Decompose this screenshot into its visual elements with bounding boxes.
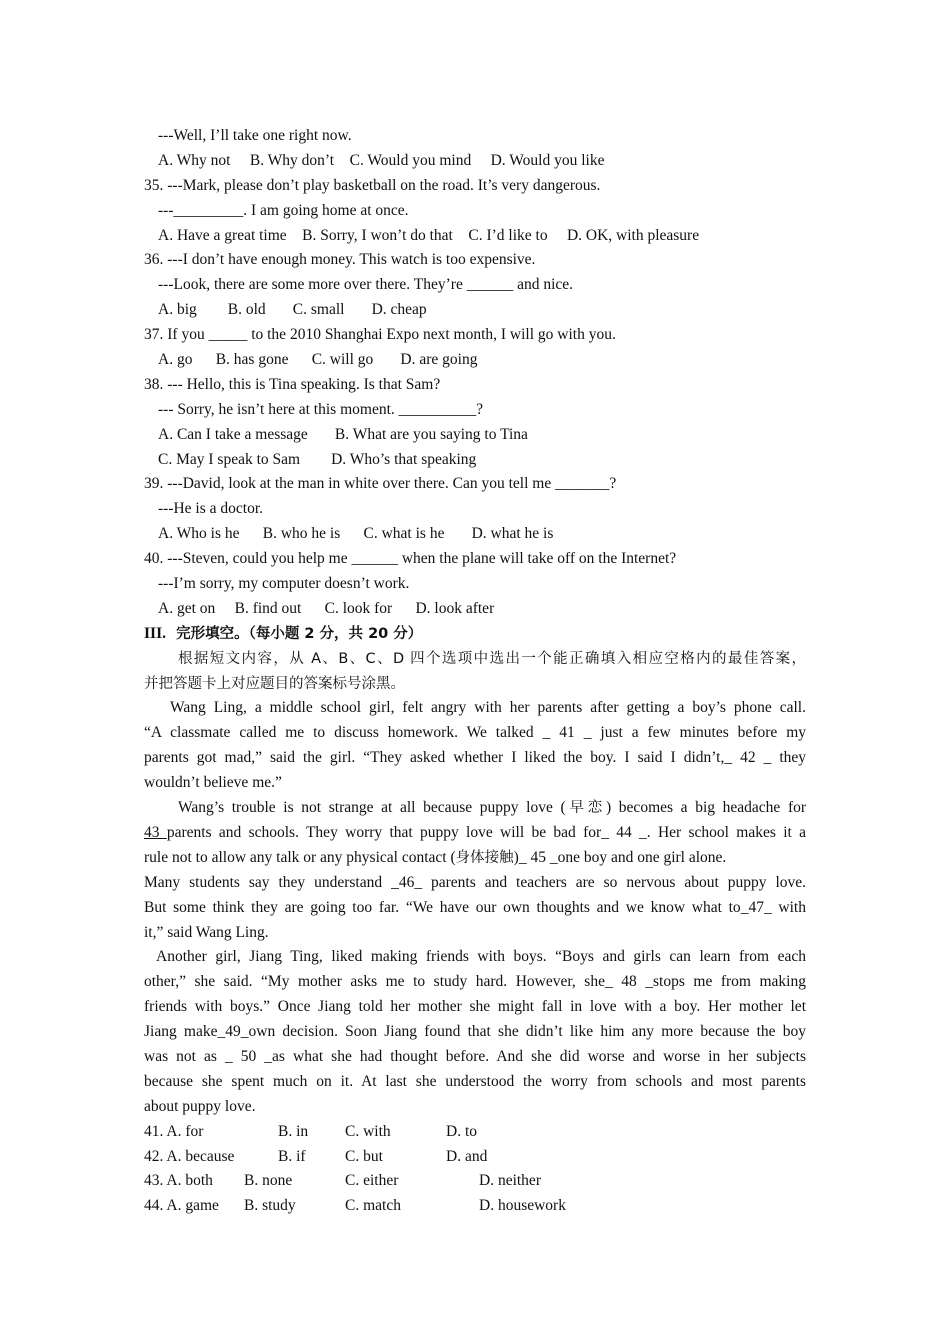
q34-options: A. Why not B. Why don’t C. Would you mind D. Would you like — [158, 151, 605, 169]
section-instruction-line1: 根据短文内容，从 A、B、C、D 四个选项中选出一个能正确填入相应空格内的最佳答案， — [178, 650, 806, 667]
option-d: D. to — [446, 1122, 477, 1140]
answer-row-41 — [144, 1120, 806, 1145]
passage-text: parents got mad,” said the girl. “They asked whether I liked the boy. I said I didn’t, — [144, 749, 725, 767]
option-c: C. match — [345, 1197, 401, 1215]
passage-p1-line3 — [144, 746, 806, 771]
passage-p4-line3: friends with boys.” Once Jiang told her mother she might fall in love with a boy. Her mother let — [144, 998, 806, 1016]
passage-p1-line2 — [144, 721, 806, 746]
blank-43: 43 — [144, 823, 167, 841]
passage-text: was not as — [144, 1047, 225, 1065]
gloss-physical-contact: 身体接触 — [455, 849, 514, 866]
passage-text: parents and schools. They worry that puppy love will be bad for — [166, 823, 602, 841]
option-a: 44. A. game — [144, 1197, 219, 1215]
passage-text: ) — [513, 848, 519, 866]
option-d: D. neither — [479, 1172, 541, 1190]
passage-text: stops me from making — [653, 973, 806, 991]
passage-p3-line3: it,” said Wang Ling. — [144, 923, 269, 941]
passage-p2-line2 — [144, 821, 806, 846]
option-c: C. either — [345, 1172, 399, 1190]
blank-46: _46_ — [391, 873, 423, 891]
q37-question: 37. If you _____ to the 2010 Shanghai Expo next month, I will go with you. — [144, 326, 616, 344]
section-number: III. — [144, 624, 166, 642]
passage-text: Jiang make — [144, 1023, 218, 1041]
blank-49: _49_ — [217, 1023, 249, 1041]
passage-text: as what she had thought before. And she did worse and worse in her subjects — [272, 1047, 807, 1065]
option-b: B. in — [278, 1122, 309, 1140]
blank-48: _ 48 _ — [604, 973, 653, 991]
passage-p4-line2 — [144, 970, 806, 995]
q38-question: 38. --- Hello, this is Tina speaking. Is that Sam? — [144, 375, 441, 393]
q38-options-ab: A. Can I take a message B. What are you saying to Tina — [158, 425, 528, 443]
passage-p1-line4: wouldn’t believe me.” — [144, 774, 282, 792]
passage-p4-line1: Another girl, Jiang Ting, liked making friends with boys. “Boys and girls can learn from each — [156, 948, 806, 966]
q37-options: A. go B. has gone C. will go D. are going — [158, 351, 478, 369]
section-heading — [144, 622, 806, 647]
section-title: 完形填空。（每小题 2 分，共 20 分） — [165, 625, 423, 642]
q34-answer-line: ---Well, I’ll take one right now. — [158, 127, 352, 144]
blank-45: _ 45 _ — [518, 848, 558, 866]
q36-reply: ---Look, there are some more over there. They’re ______ and nice. — [158, 276, 574, 294]
q36-question: 36. ---I don’t have enough money. This watch is too expensive. — [144, 251, 536, 269]
option-c: C. but — [345, 1147, 383, 1165]
q38-reply: --- Sorry, he isn’t here at this moment. __________? — [158, 400, 484, 418]
passage-p2-line1 — [144, 796, 806, 821]
passage-p1-line1: Wang Ling, a middle school girl, felt angry with her parents after getting a boy’s phone call. — [170, 699, 806, 717]
blank-42: _ 42 _ — [724, 749, 772, 767]
option-a: 43. A. both — [144, 1172, 213, 1190]
q35-question: 35. ---Mark, please don’t play basketball on the road. It’s very dangerous. — [144, 176, 601, 194]
option-d: D. and — [446, 1147, 488, 1165]
passage-text: they — [771, 749, 807, 767]
passage-text: ) becomes a big headache for — [606, 799, 807, 817]
passage-text: rule not to allow any talk or any physical contact ( — [144, 848, 456, 866]
q35-reply: ---_________. I am going home at once. — [158, 201, 409, 219]
q39-options: A. Who is he B. who he is C. what is he D. what he is — [158, 525, 554, 543]
option-b: B. none — [244, 1172, 293, 1190]
section-instruction-line2: 并把答题卡上对应题目的答案标号涂黑。 — [144, 675, 405, 692]
passage-text: Many students say they understand — [144, 873, 392, 891]
passage-text: own decision. Soon Jiang found that she didn’t like him any more because the boy — [248, 1023, 806, 1041]
q39-question: 39. ---David, look at the man in white over there. Can you tell me _______? — [144, 475, 617, 493]
passage-text: . Her school makes it a — [646, 823, 807, 841]
blank-50: _ 50 _ — [224, 1047, 273, 1065]
q36-options: A. big B. old C. small D. cheap — [158, 301, 427, 319]
blank-44: _ 44 _ — [601, 823, 647, 841]
q40-options: A. get on B. find out C. look for D. look after — [158, 599, 495, 617]
answer-row-42 — [144, 1145, 806, 1170]
q39-reply: ---He is a doctor. — [158, 500, 264, 518]
passage-p4-line5 — [144, 1045, 806, 1070]
option-b: B. study — [244, 1197, 296, 1215]
passage-text: But some think they are going too far. “We have our own thoughts and we know what to — [144, 898, 741, 916]
option-d: D. housework — [479, 1197, 566, 1215]
passage-text: Wang’s trouble is not strange at all because puppy love ( — [178, 799, 566, 817]
q40-reply: ---I’m sorry, my computer doesn’t work. — [158, 575, 410, 593]
passage-text: just a few minutes before my — [591, 724, 807, 742]
q38-options-cd: C. May I speak to Sam D. Who’s that speaking — [158, 450, 477, 468]
q35-options: A. Have a great time B. Sorry, I won’t do that C. I’d like to D. OK, with pleasure — [158, 226, 700, 244]
passage-text: parents and teachers are so nervous about puppy love. — [422, 873, 807, 891]
passage-p2-line3 — [144, 846, 806, 871]
passage-text: one boy and one girl alone. — [557, 848, 727, 866]
passage-text: other,” she said. “My mother asks me to study hard. However, she — [144, 973, 605, 991]
gloss-puppy-love: 早恋 — [565, 800, 606, 817]
option-a: 41. A. for — [144, 1122, 204, 1140]
blank-47: _47_ — [740, 898, 772, 916]
passage-p4-line4 — [144, 1020, 806, 1045]
passage-text: “A classmate called me to discuss homework. We talked — [144, 724, 543, 742]
passage-p3-line1 — [144, 871, 806, 896]
option-c: C. with — [345, 1122, 391, 1140]
q40-question: 40. ---Steven, could you help me ______ when the plane will take off on the Internet? — [144, 550, 677, 568]
answer-row-43 — [144, 1169, 806, 1194]
option-b: B. if — [278, 1147, 306, 1165]
blank-41: _ 41 _ — [542, 724, 592, 742]
passage-p4-line7: about puppy love. — [144, 1097, 256, 1115]
passage-p3-line2 — [144, 896, 806, 921]
option-a: 42. A. because — [144, 1147, 235, 1165]
answer-row-44 — [144, 1194, 806, 1219]
passage-text: with — [771, 898, 806, 916]
passage-p4-line6: because she spent much on it. At last she understood the worry from schools and most parents — [144, 1072, 806, 1090]
exam-page — [144, 124, 806, 1219]
